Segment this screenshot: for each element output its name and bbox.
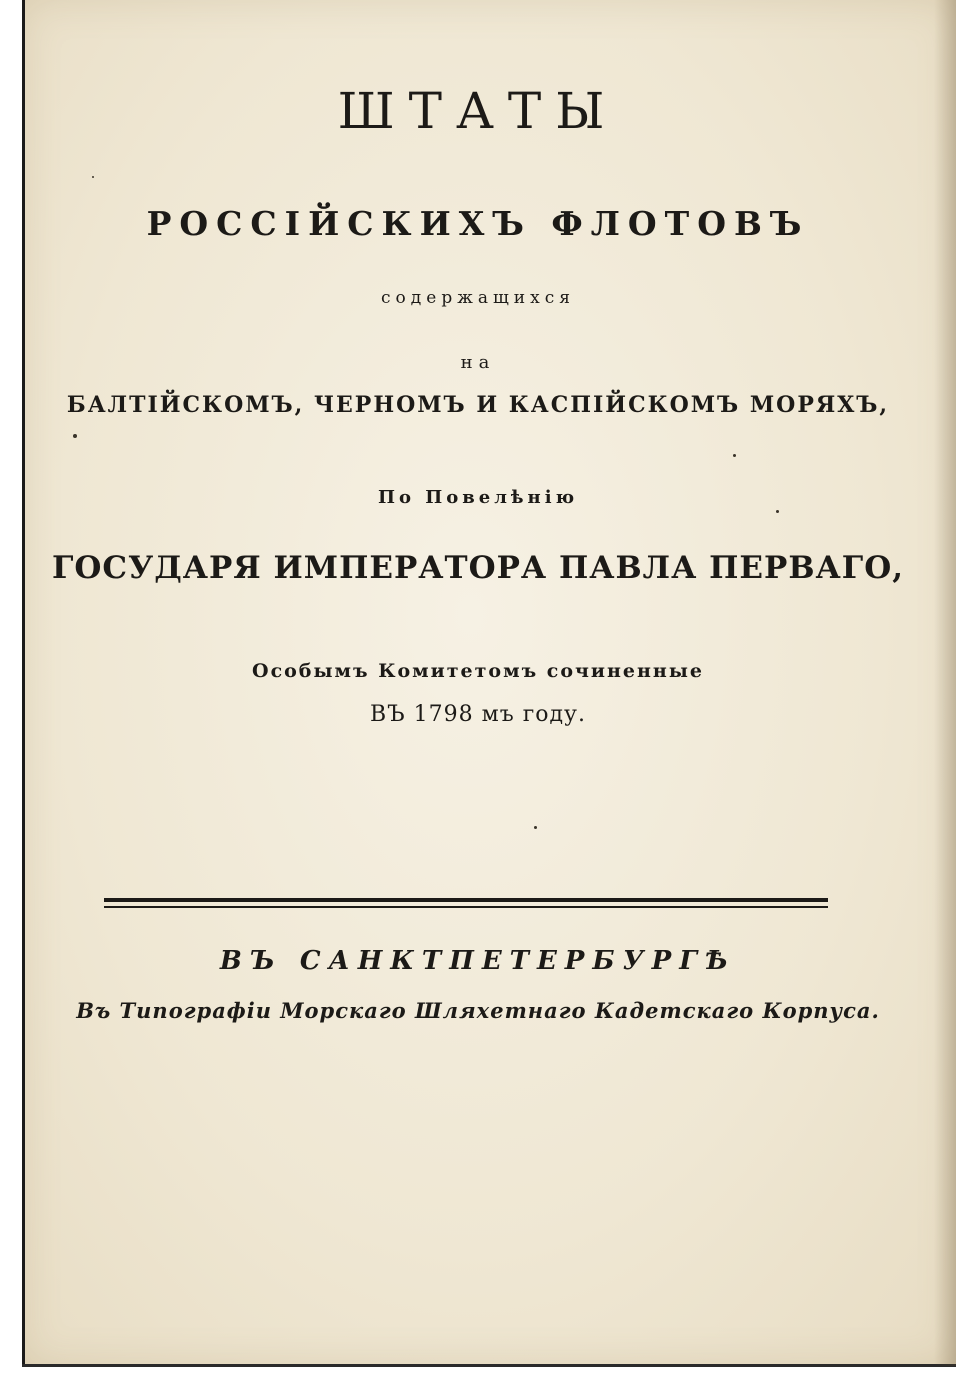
divider-rule-thick — [104, 898, 828, 902]
paper-speck — [73, 434, 77, 438]
paper-speck — [534, 826, 537, 829]
committee-line: Особымъ Комитетомъ сочиненные — [252, 660, 704, 682]
imprint-printer: Въ Типографіи Морскаго Шляхетнаго Кадетскаго Корпуса. — [76, 998, 880, 1023]
paper-speck — [92, 176, 94, 178]
page-bottom-edge — [22, 1364, 956, 1367]
page-subtitle: РОССІЙСКИХЪ ФЛОТОВЪ — [146, 204, 810, 243]
emperor-line: ГОСУДАРЯ ИМПЕРАТОРА ПАВЛА ПЕРВАГО, — [51, 550, 905, 586]
page-title: ШТАТЫ — [337, 82, 619, 140]
year-line: ВЪ 1798 мъ году. — [370, 702, 586, 727]
divider-rule-thin — [104, 906, 828, 908]
paper-speck — [733, 454, 736, 457]
on-line: на — [460, 352, 496, 373]
containing-line: содержащихся — [381, 288, 575, 308]
imprint-city: ВЪ САНКТПЕТЕРБУРГѢ — [219, 946, 737, 976]
by-command-line: По Повелѣнію — [377, 487, 579, 508]
seas-line: БАЛТІЙСКОМЪ, ЧЕРНОМЪ И КАСПІЙСКОМЪ МОРЯХЪ, — [66, 392, 890, 418]
paper-speck — [776, 510, 779, 513]
